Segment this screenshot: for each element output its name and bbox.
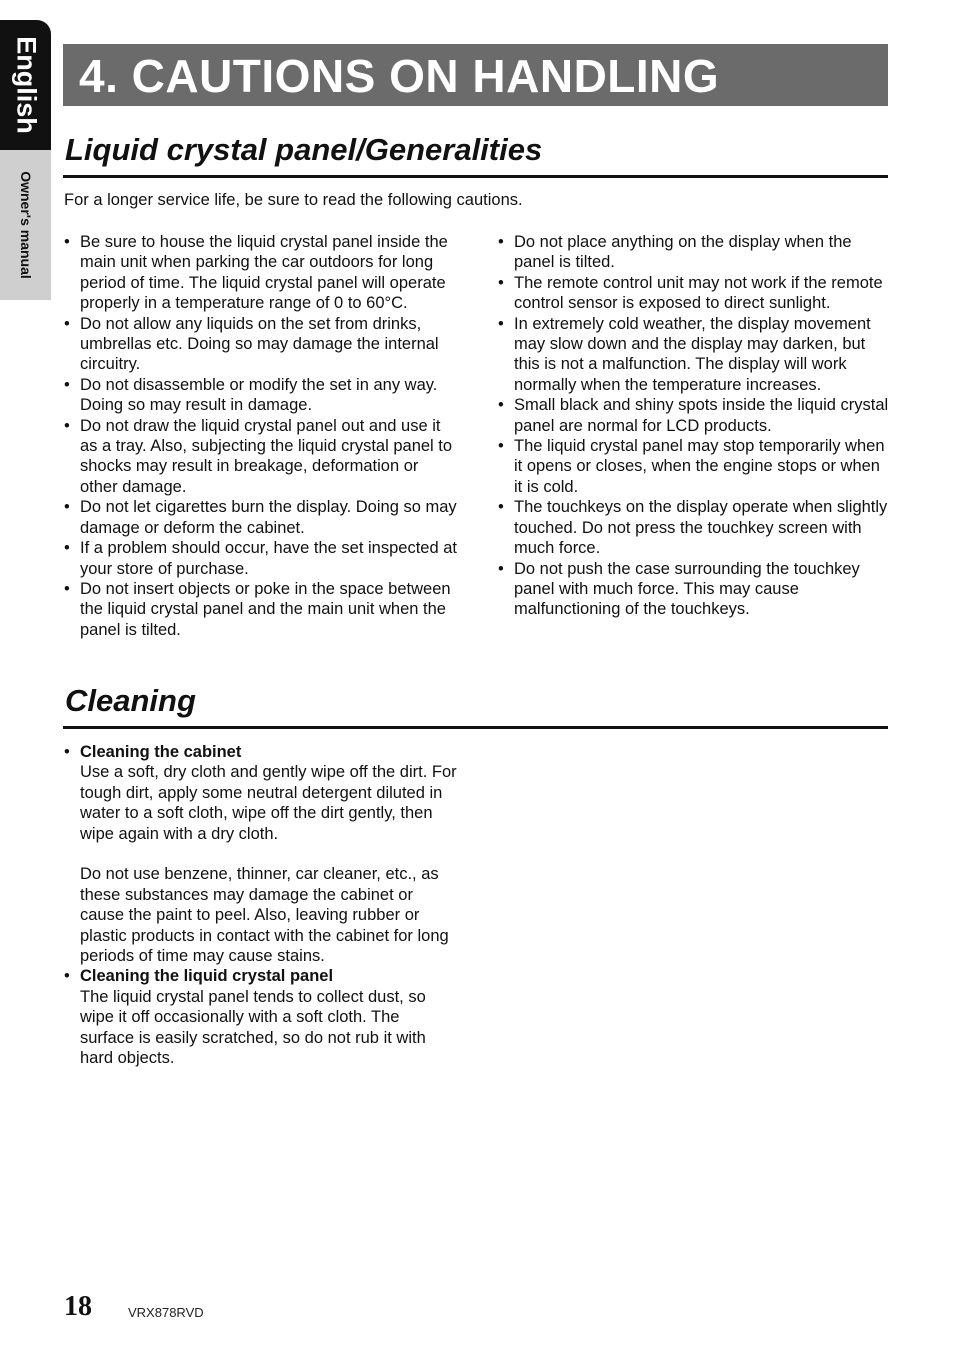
lcd-cautions-left: [64, 232, 458, 640]
list-item: • In extremely cold weather, the display movement may slow down and the display may darken, but this is not a malfunction. The display will work normally when the temperature increases.: [498, 314, 892, 396]
cleaning-item-cabinet: [64, 742, 458, 966]
list-item: • The touchkeys on the display operate when slightly touched. Do not press the touchkey screen with much force.: [498, 497, 892, 558]
list-item: • Do not insert objects or poke in the space between the liquid crystal panel and the main unit when the panel is tilted.: [64, 579, 458, 640]
list-item: • The remote control unit may not work if the remote control sensor is exposed to direct sunlight.: [498, 273, 892, 314]
list-item: • Do not place anything on the display when the panel is tilted.: [498, 232, 892, 273]
list-item: • Do not allow any liquids on the set from drinks, umbrellas etc. Doing so may damage the internal circuitry.: [64, 314, 458, 375]
manual-tab: [0, 150, 51, 300]
manual-label: Owner's manual: [17, 171, 34, 279]
list-item: • Small black and shiny spots inside the liquid crystal panel are normal for LCD products.: [498, 395, 892, 436]
list-item: • The liquid crystal panel may stop temporarily when it opens or closes, when the engine stops or when it is cold.: [498, 436, 892, 497]
chapter-title: 4. CAUTIONS ON HANDLING: [79, 50, 720, 102]
cleaning-cabinet-warning: Do not use benzene, thinner, car cleaner, etc., as these substances may damage the cabinet or cause the paint to peel. Also, leaving rubber or plastic products in contact with the cabinet for long periods of time may cause stains.: [80, 865, 449, 966]
cleaning-cabinet-para: Use a soft, dry cloth and gently wipe off the dirt. For tough dirt, apply some neutral detergent diluted in water to a soft cloth, wipe off the dirt gently, then wipe again with a dry cloth.: [80, 763, 457, 843]
page-number: 18: [64, 1291, 92, 1322]
cleaning-list: [64, 742, 458, 1068]
cleaning-panel-para: The liquid crystal panel tends to collect dust, so wipe it off occasionally with a soft cloth. The surface is easily scratched, so do not rub it with hard objects.: [80, 987, 426, 1068]
lcd-cautions-right: [498, 232, 892, 620]
list-item: • Do not push the case surrounding the touchkey panel with much force. This may cause malfunctioning of the touchkeys.: [498, 559, 892, 620]
list-item: • Do not draw the liquid crystal panel out and use it as a tray. Also, subjecting the liquid crystal panel to shocks may result in breakage, deformation or other damage.: [64, 416, 458, 498]
model-number: VRX878RVD: [128, 1305, 204, 1320]
side-tab: [0, 20, 51, 280]
section-heading-cleaning: Cleaning: [63, 683, 888, 729]
cleaning-item-panel: [64, 966, 458, 1068]
list-item: • Do not let cigarettes burn the display. Doing so may damage or deform the cabinet.: [64, 497, 458, 538]
intro-text: For a longer service life, be sure to read the following cautions.: [64, 191, 523, 209]
list-item: • If a problem should occur, have the set inspected at your store of purchase.: [64, 538, 458, 579]
language-tab: [0, 20, 51, 150]
cleaning-panel-title: • Cleaning the liquid crystal panel: [80, 967, 334, 986]
list-item: • Do not disassemble or modify the set in any way. Doing so may result in damage.: [64, 375, 458, 416]
chapter-header: [63, 44, 888, 106]
language-label: English: [11, 36, 41, 134]
list-item: • Be sure to house the liquid crystal panel inside the main unit when parking the car outdoors for long period of time. The liquid crystal panel will operate properly in a temperature range of 0 to 60°C.: [64, 232, 458, 314]
section-heading-lcd: Liquid crystal panel/Generalities: [63, 132, 888, 178]
cleaning-cabinet-title: • Cleaning the cabinet: [80, 743, 242, 761]
